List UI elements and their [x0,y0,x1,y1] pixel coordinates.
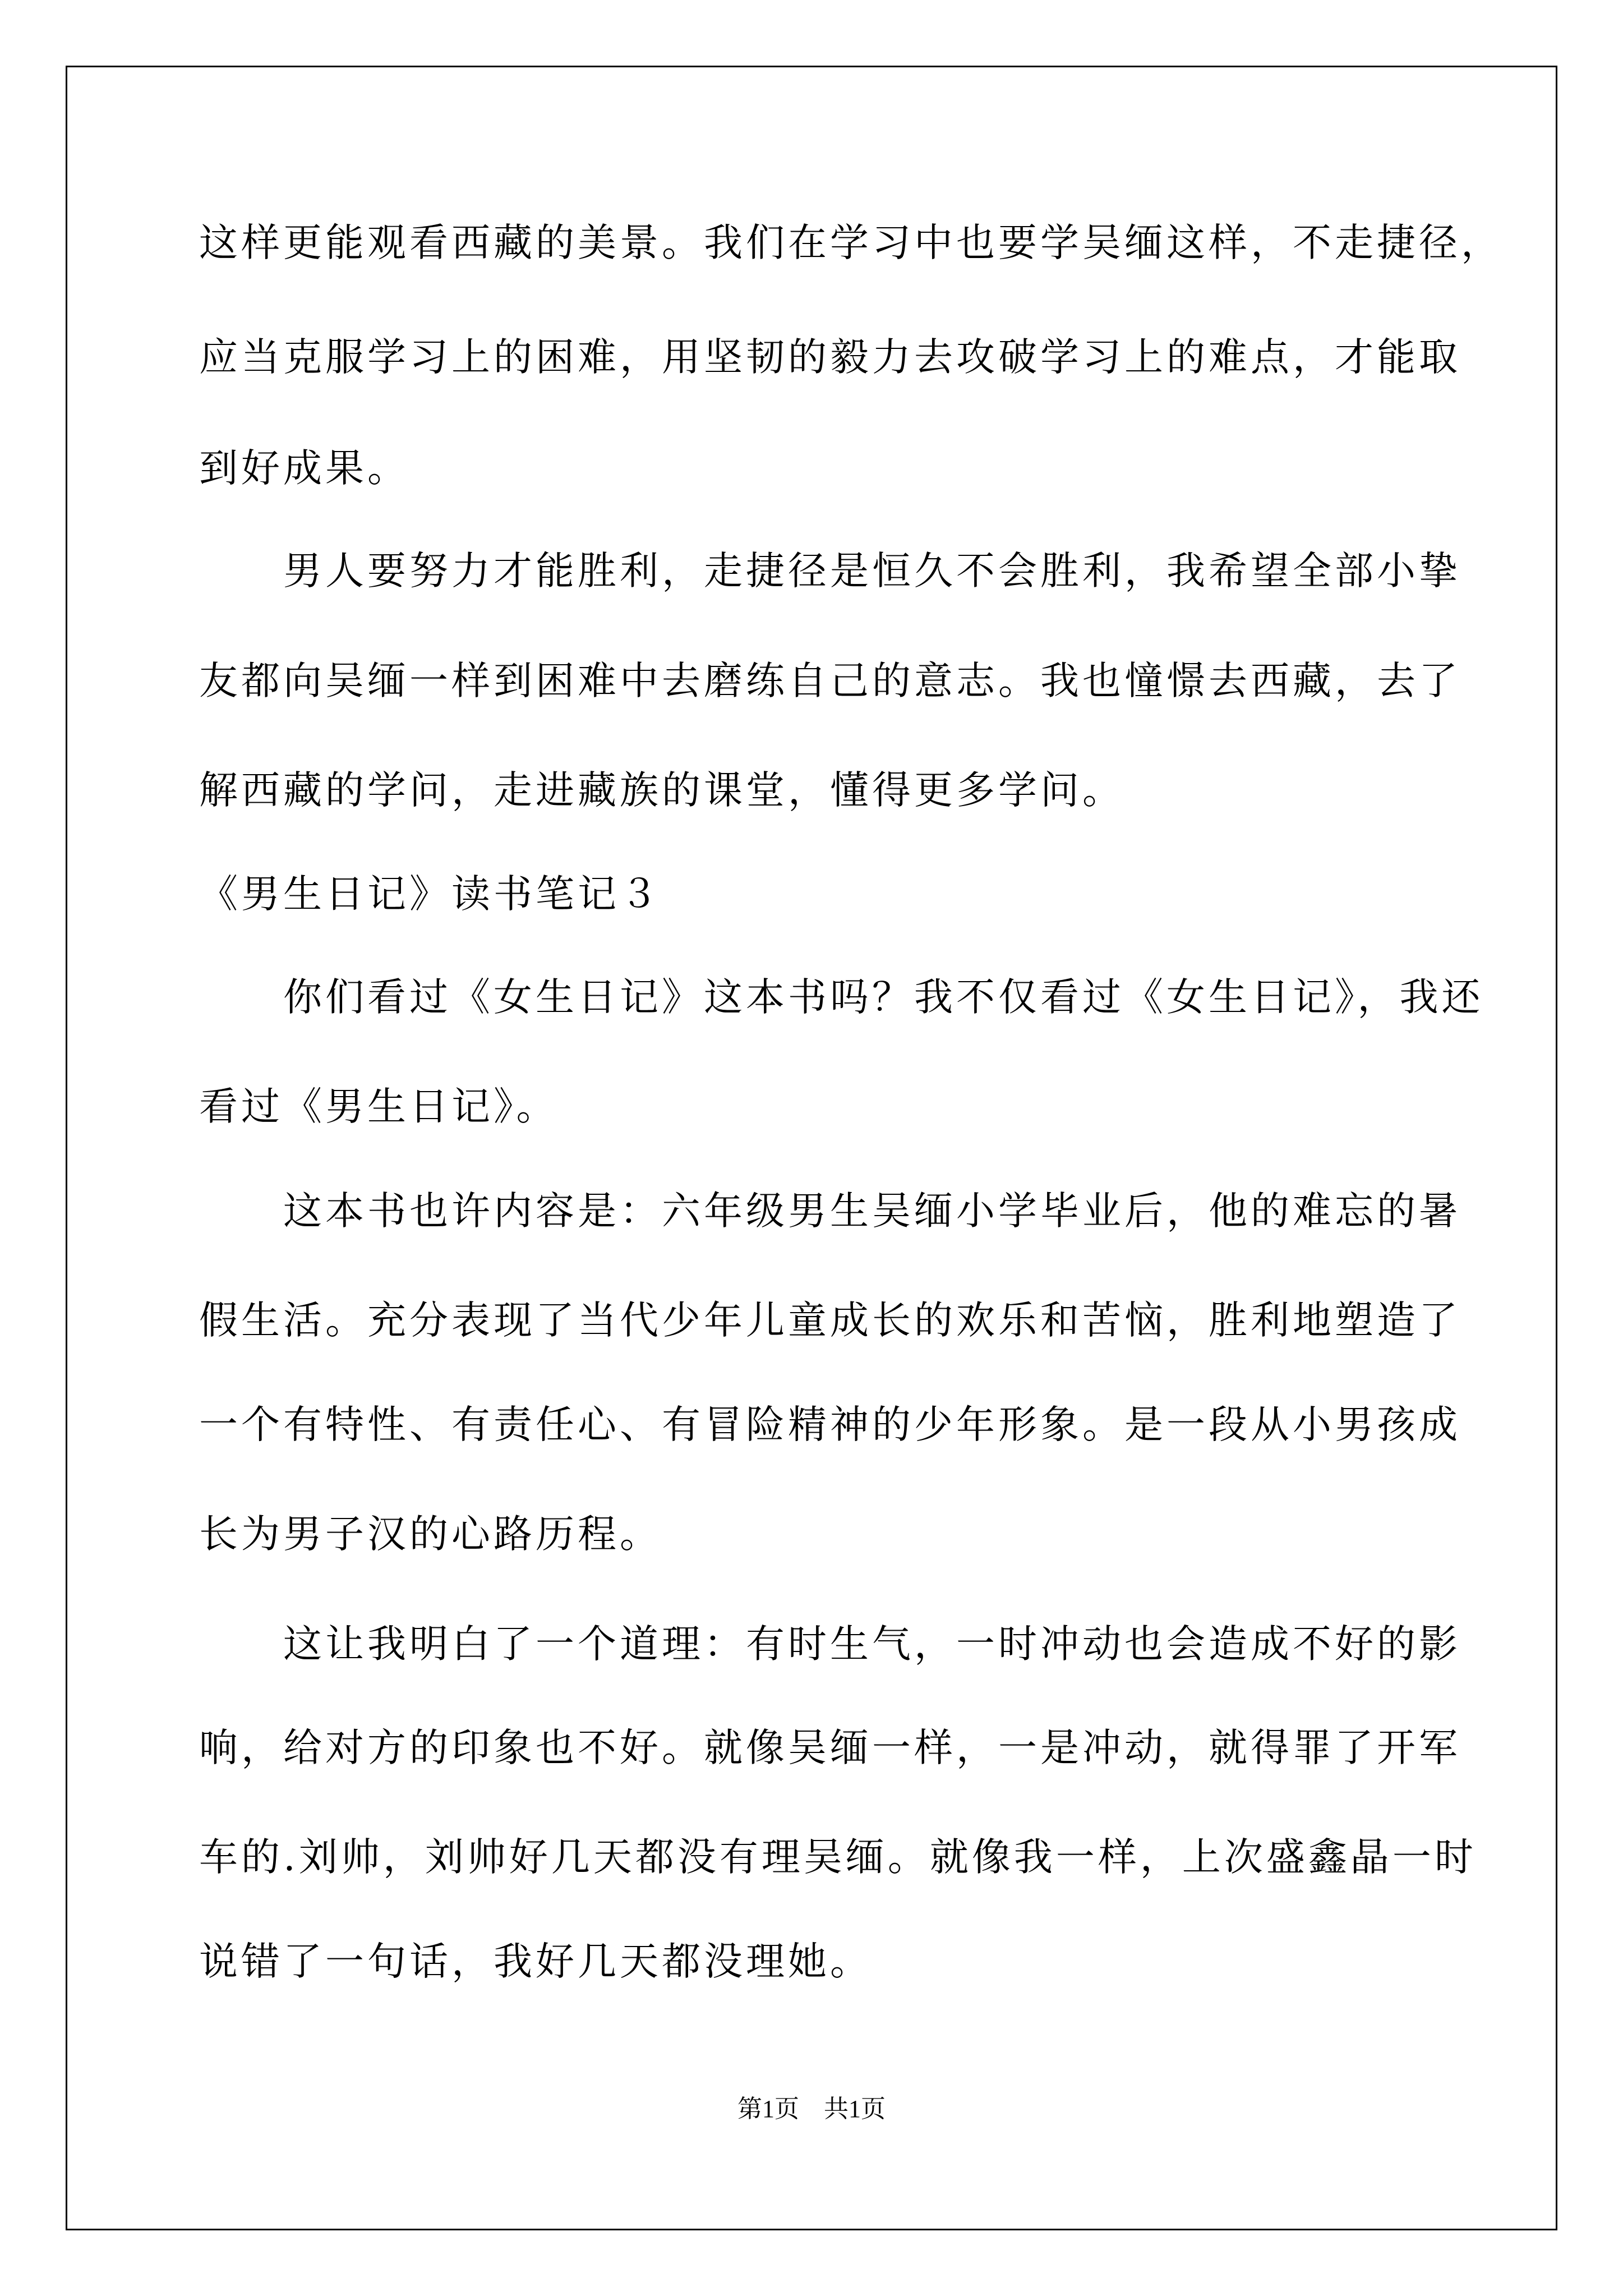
text-line: 这让我明白了一个道理：有时生气，一时冲动也会造成不好的影 [199,1622,1461,1667]
text-line: 到好成果。 [199,446,409,491]
page-number-footer: 第1页 共1页 [737,2095,886,2123]
page-frame [66,66,1557,2230]
text-line: 车的.刘帅，刘帅好几天都没有理吴缅。就像我一样，上次盛鑫晶一时 [199,1835,1477,1880]
text-line: 这样更能观看西藏的美景。我们在学习中也要学吴缅这样，不走捷径， [199,220,1503,265]
text-line: 你们看过《女生日记》这本书吗？我不仅看过《女生日记》，我还 [199,975,1484,1020]
text-line: 长为男子汉的心路历程。 [199,1512,662,1557]
text-line: 看过《男生日记》。 [199,1084,559,1129]
text-line: 响，给对方的印象也不好。就像吴缅一样，一是冲动，就得罪了开军 [199,1726,1461,1770]
text-line: 应当克服学习上的困难，用坚韧的毅力去攻破学习上的难点，才能取 [199,335,1461,380]
text-line: 友都向吴缅一样到困难中去磨练自己的意志。我也憧憬去西藏，去了 [199,659,1461,703]
text-line: 男人要努力才能胜利，走捷径是恒久不会胜利，我希望全部小挚 [199,549,1461,593]
text-line: 这本书也许内容是：六年级男生吴缅小学毕业后，他的难忘的暑 [199,1189,1461,1234]
text-line: 假生活。充分表现了当代少年儿童成长的欢乐和苦恼，胜利地塑造了 [199,1298,1461,1343]
text-line: 解西藏的学问，走进藏族的课堂，懂得更多学问。 [199,768,1124,813]
text-line: 一个有特性、有责任心、有冒险精神的少年形象。是一段从小男孩成 [199,1402,1461,1447]
text-line: 说错了一句话，我好几天都没理她。 [199,1939,872,1984]
section-heading: 《男生日记》读书笔记３ [199,872,662,917]
